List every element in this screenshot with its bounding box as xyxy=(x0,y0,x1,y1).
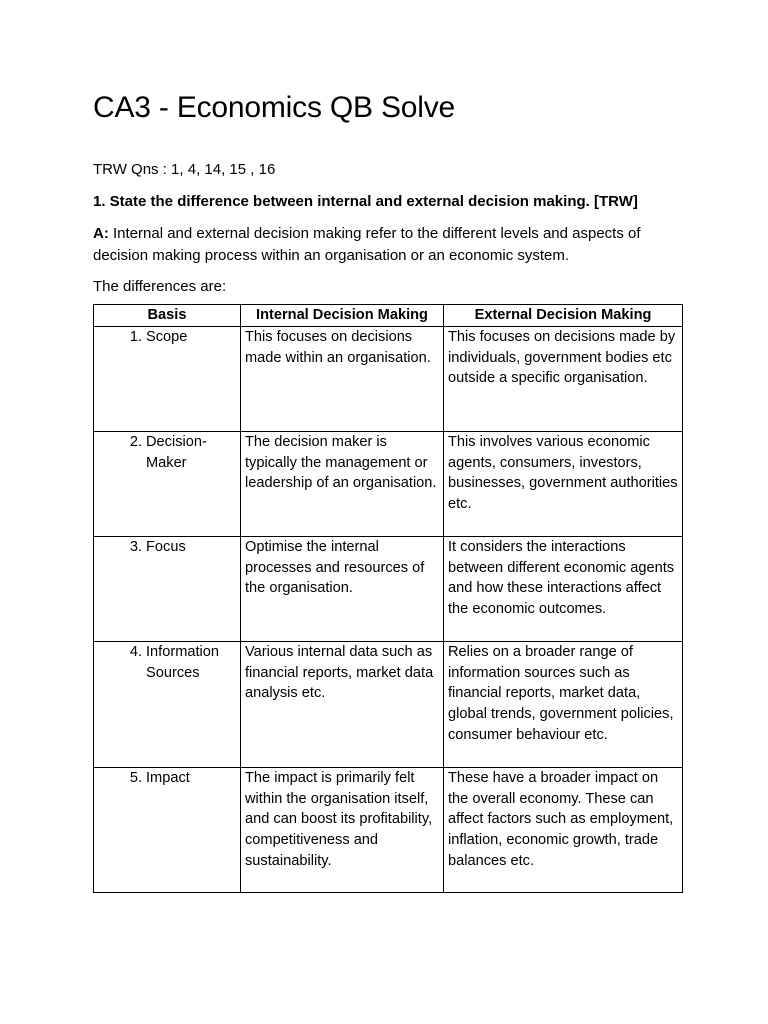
basis-cell xyxy=(94,641,241,767)
basis-cell xyxy=(94,536,241,641)
header-basis: Basis xyxy=(94,305,241,327)
row-number: 4. xyxy=(129,643,142,660)
row-number: 1. xyxy=(129,328,142,345)
basis-label: Focus xyxy=(146,538,186,555)
question-heading: 1. State the difference between internal and external decision making. [TRW] xyxy=(93,193,638,210)
document-page xyxy=(93,88,683,893)
external-cell: This focuses on decisions made by individuals, government bodies etc outside a specific organisation. xyxy=(444,326,683,431)
internal-cell: Optimise the internal processes and resources of the organisation. xyxy=(241,536,444,641)
header-external: External Decision Making xyxy=(444,305,683,327)
external-cell: It considers the interactions between different economic agents and how these interactions affect the economic outcomes. xyxy=(444,536,683,641)
differences-table xyxy=(93,304,683,893)
row-number: 5. xyxy=(129,769,142,786)
basis-label: Impact xyxy=(146,769,190,786)
row-number: 2. xyxy=(129,433,142,450)
answer-text: Internal and external decision making refer to the different levels and aspects of decision making process within an organisation or an economic system. xyxy=(93,225,641,264)
table-row xyxy=(94,536,683,641)
answer-paragraph xyxy=(93,223,683,267)
basis-cell xyxy=(94,431,241,536)
document-title: CA3 - Economics QB Solve xyxy=(93,91,455,124)
basis-cell xyxy=(94,326,241,431)
answer-label: A: xyxy=(93,225,109,242)
internal-cell: Various internal data such as financial reports, market data analysis etc. xyxy=(241,641,444,767)
row-number: 3. xyxy=(129,538,142,555)
header-internal: Internal Decision Making xyxy=(241,305,444,327)
basis-cell xyxy=(94,767,241,892)
differences-intro: The differences are: xyxy=(93,278,227,295)
table-header-row xyxy=(94,305,683,327)
basis-label: Information Sources xyxy=(146,643,220,681)
table-row xyxy=(94,326,683,431)
external-cell: These have a broader impact on the overall economy. These can affect factors such as employment, inflation, economic growth, trade balances etc. xyxy=(444,767,683,892)
internal-cell: The decision maker is typically the management or leadership of an organisation. xyxy=(241,431,444,536)
basis-label: Scope xyxy=(146,328,188,345)
internal-cell: The impact is primarily felt within the organisation itself, and can boost its profitability, competitiveness and sustainability. xyxy=(241,767,444,892)
table-row xyxy=(94,767,683,892)
external-cell: Relies on a broader range of information sources such as financial reports, market data, global trends, government policies, consumer behaviour etc. xyxy=(444,641,683,767)
trw-questions-line: TRW Qns : 1, 4, 14, 15 , 16 xyxy=(93,161,276,178)
basis-label: Decision-Maker xyxy=(146,433,207,471)
table-row xyxy=(94,431,683,536)
internal-cell: This focuses on decisions made within an organisation. xyxy=(241,326,444,431)
external-cell: This involves various economic agents, consumers, investors, businesses, government authorities etc. xyxy=(444,431,683,536)
table-row xyxy=(94,641,683,767)
